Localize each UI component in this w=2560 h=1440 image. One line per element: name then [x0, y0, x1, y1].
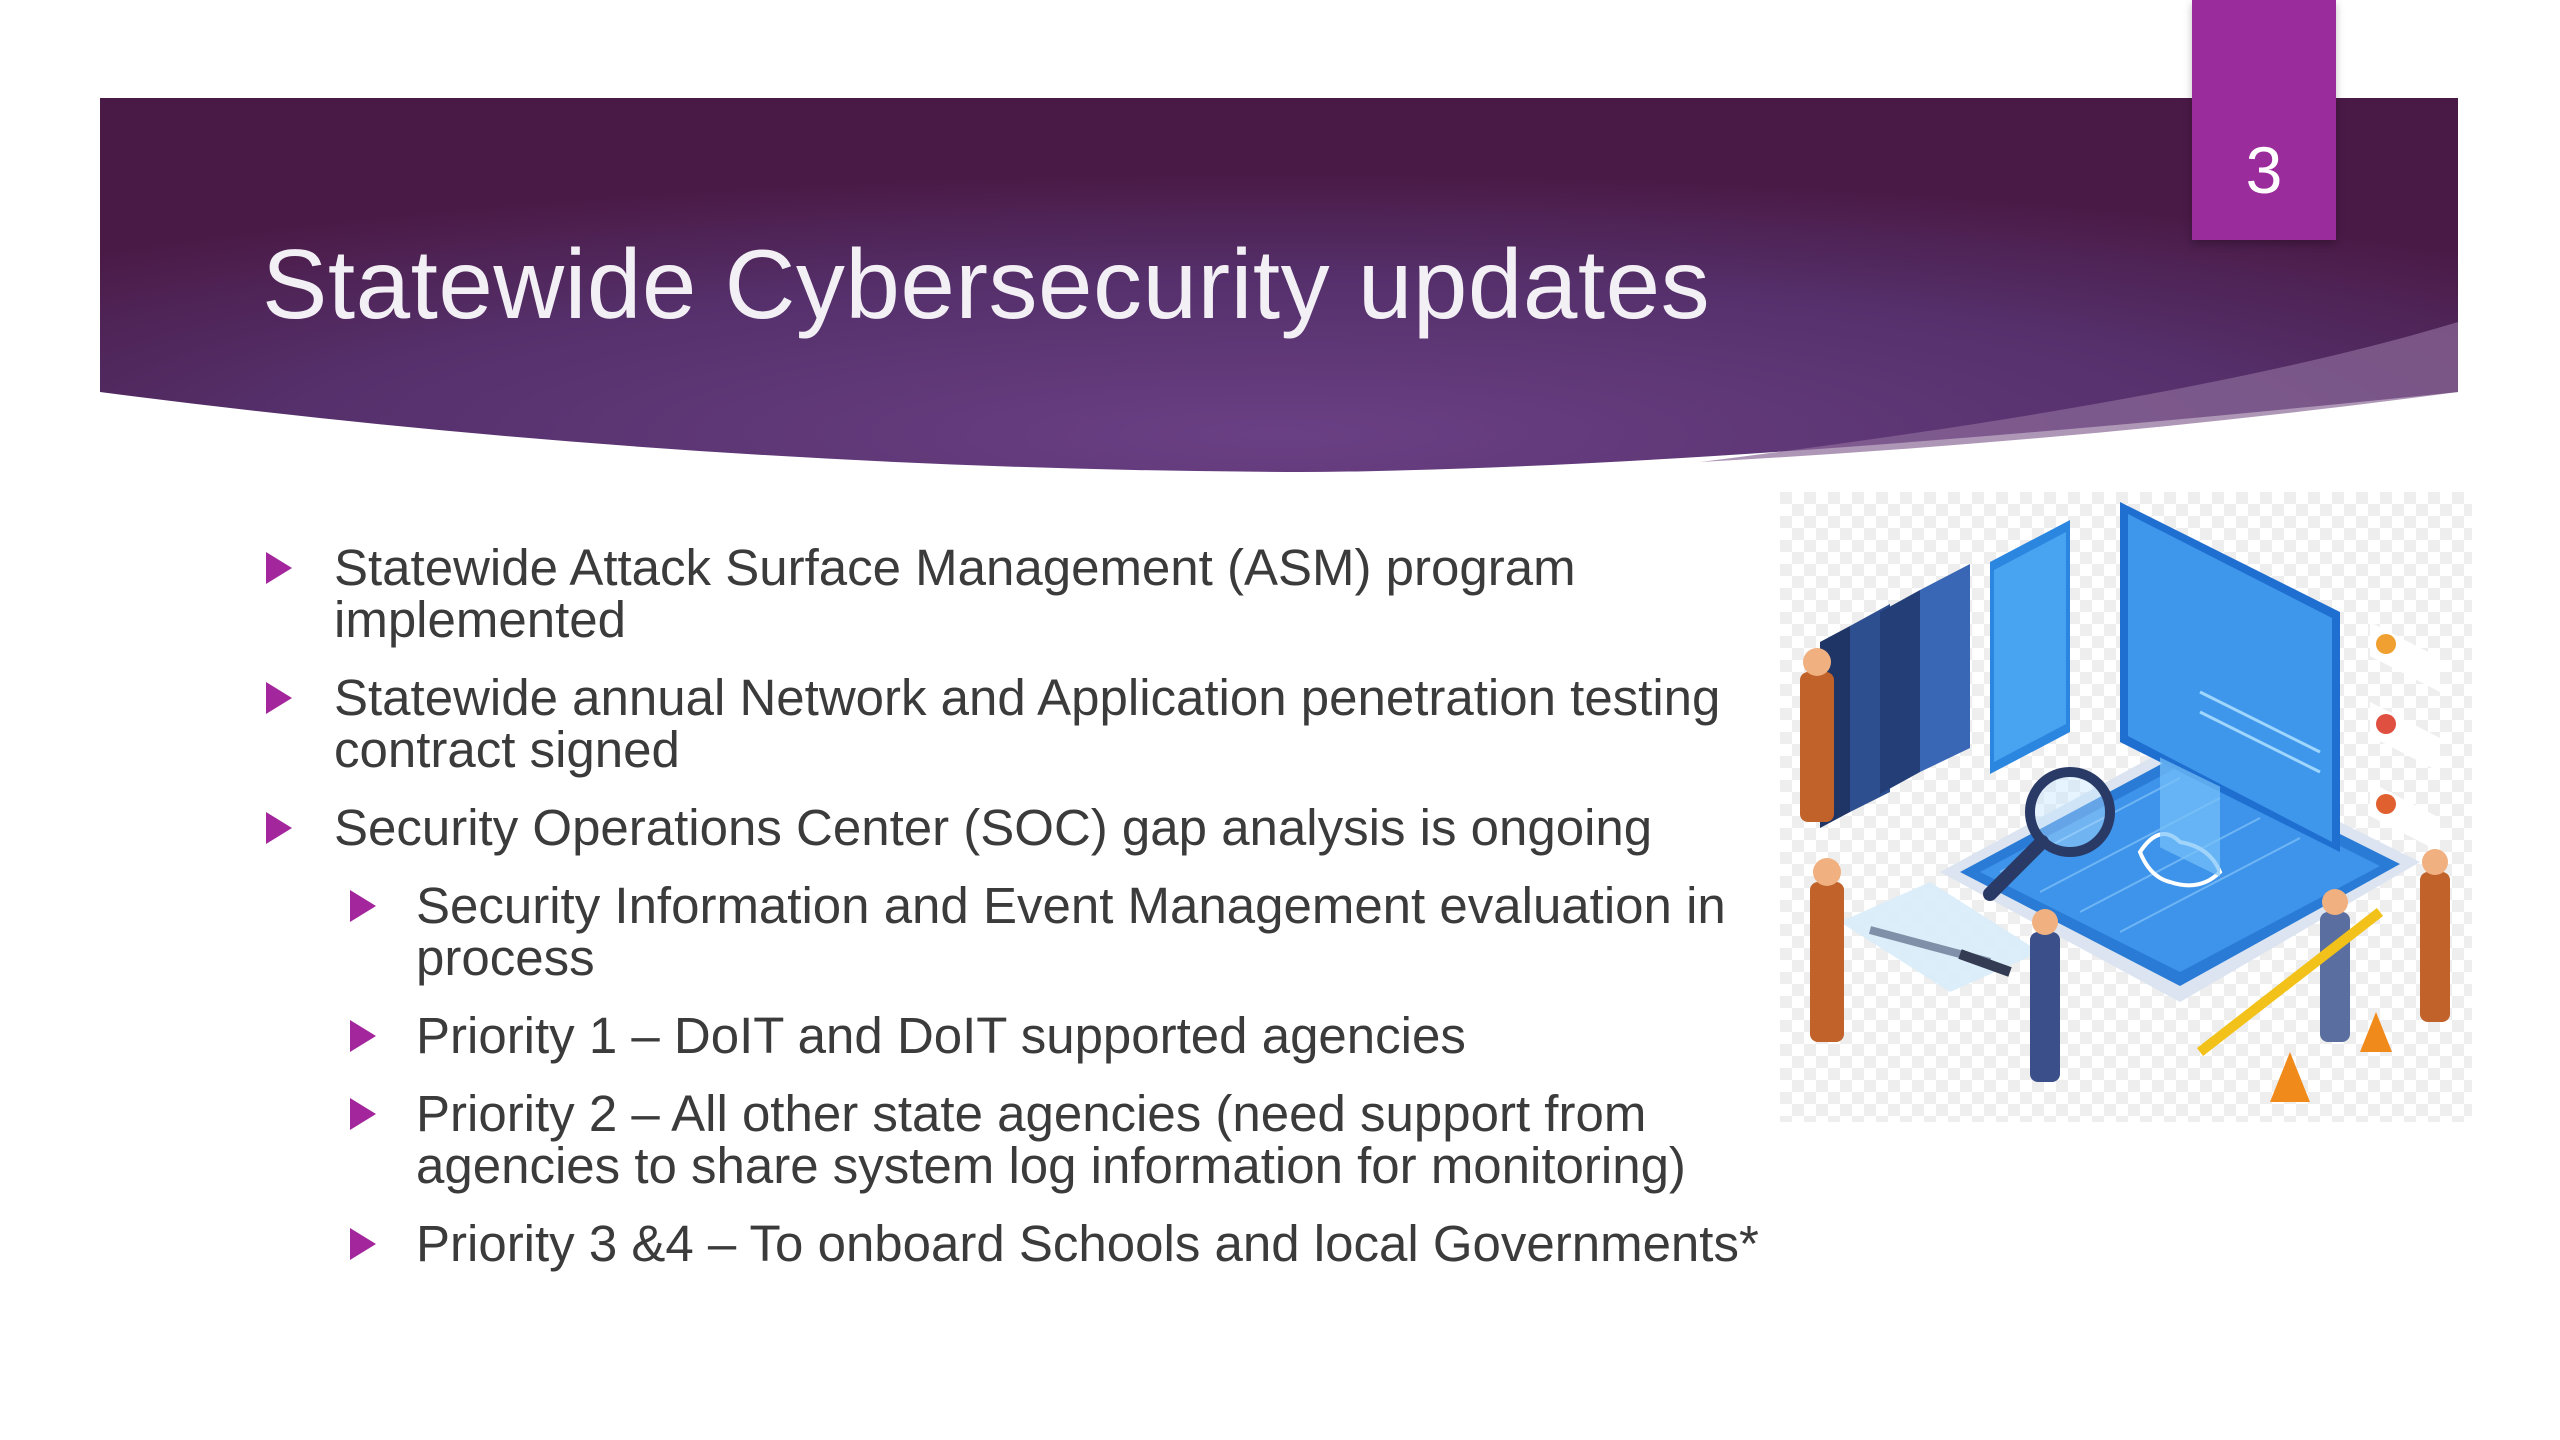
sub-bullet-item	[346, 877, 1822, 986]
bullet-text: Security Information and Event Management evaluation in process	[416, 877, 1726, 986]
bullet-text: Priority 3 &4 – To onboard Schools and local Governments*	[416, 1215, 1759, 1272]
bullet-arrow-icon	[350, 1098, 376, 1130]
sub-bullet-item	[346, 1007, 1822, 1064]
bullet-arrow-icon	[350, 1228, 376, 1260]
bullet-arrow-icon	[266, 812, 292, 844]
bullet-item	[262, 799, 1822, 856]
bullet-arrow-icon	[350, 1020, 376, 1052]
bullet-text: Priority 2 – All other state agencies (need support from agencies to share system log information for monitoring)	[416, 1085, 1686, 1194]
cybersecurity-investigation-illustration	[1780, 492, 2472, 1122]
slide-number: 3	[2245, 133, 2283, 207]
slide-title: Statewide Cybersecurity updates	[262, 229, 1711, 339]
sub-bullet-item	[346, 1085, 1822, 1194]
bullet-arrow-icon	[266, 552, 292, 584]
bullet-item	[262, 539, 1822, 648]
bullet-list	[262, 539, 1822, 1296]
bullet-arrow-icon	[266, 682, 292, 714]
bullet-text: Security Operations Center (SOC) gap analysis is ongoing	[334, 799, 1653, 856]
bullet-item	[262, 669, 1822, 778]
bullet-text: Priority 1 – DoIT and DoIT supported agencies	[416, 1007, 1466, 1064]
bullet-text: Statewide annual Network and Application penetration testing contract signed	[334, 669, 1721, 778]
sub-bullet-item	[346, 1215, 1822, 1272]
bullet-arrow-icon	[350, 890, 376, 922]
slide-number-tab	[2192, 0, 2336, 240]
bullet-text: Statewide Attack Surface Management (ASM) program implemented	[334, 539, 1576, 648]
